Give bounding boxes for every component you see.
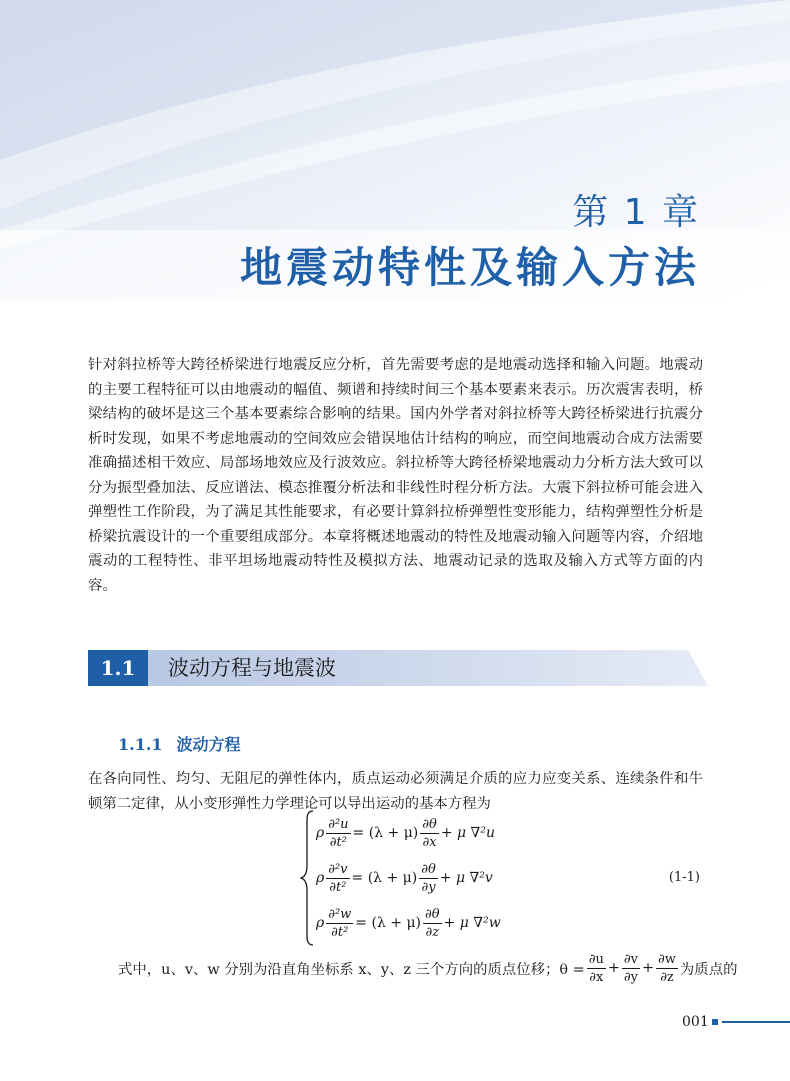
chapter-title: 地震动特性及输入方法: [239, 243, 700, 292]
variable-definition-line: 式中，u、v、w 分别为沿直角坐标系 x、y、z 三个方向的质点位移；θ = $\frac{\partial u}{\partial x}$ + $\frac{\partial v}{\partial y}$ + $\frac{\partial w}{\partial z}$ 为质点的: [118, 951, 738, 985]
chapter-number: 第 1 章: [572, 192, 700, 233]
equation-line-w: ρ $\frac{\text{∂²w}}{\text{∂t²}}$ = (λ + μ) $\frac{\partial\theta}{\partial z}$ + μ ∇²w: [316, 906, 501, 940]
section-number: 1.1: [100, 656, 136, 680]
page-number: 001: [682, 1014, 709, 1030]
equation-number: (1-1): [668, 870, 700, 885]
equation-line-u: ρ $\frac{\text{∂²u}}{\text{∂t²}}$ = (λ + μ) $\frac{\partial\theta}{\partial x}$ + μ ∇²u: [316, 816, 495, 850]
equation-1-1: [300, 808, 710, 948]
subsection-title: 波动方程: [176, 735, 241, 754]
equation-line-v: ρ $\frac{\text{∂²v}}{\text{∂t²}}$ = (λ + μ) $\frac{\partial\theta}{\partial y}$ + μ ∇²v: [316, 861, 493, 895]
footer-rule: [712, 1018, 790, 1026]
section-heading-bar: [88, 650, 708, 686]
section-title: 波动方程与地震波: [168, 656, 336, 680]
subsection-number: 1.1.1: [118, 735, 163, 754]
left-brace: [300, 808, 316, 948]
body-paragraph: 在各向同性、均匀、无阻尼的弹性体内，质点运动必须满足介质的应力应变关系、连续条件和牛顿第二定律，从小变形弹性力学理论可以导出运动的基本方程为: [88, 771, 703, 812]
intro-paragraph: 针对斜拉桥等大跨径桥梁进行地震反应分析，首先需要考虑的是地震动选择和输入问题。地震动的主要工程特征可以由地震动的幅值、频谱和持续时间三个基本要素来表示。历次震害表明，桥梁结构的破坏是这三个基本要素综合影响的结果。国内外学者对斜拉桥等大跨径桥梁进行抗震分析时发现，如果不考虑地震动的空间效应会错误地估计结构的响应，而空间地震动合成方法需要准确描述相干效应、局部场地效应及行波效应。斜拉桥等大跨径桥梁地震动力分析方法大致可以分为振型叠加法、反应谱法、模态推覆分析法和非线性时程分析方法。大震下斜拉桥可能会进入弹塑性工作阶段，为了满足其性能要求，有必要计算斜拉桥弹塑性变形能力，结构弹塑性分析是桥梁抗震设计的一个重要组成部分。本章将概述地震动的特性及地震动输入问题等内容，介绍地震动的工程特性、非平坦场地震动特性及模拟方法、地震动记录的选取及输入方式等方面的内容。: [88, 357, 703, 594]
subsection-heading: [118, 732, 241, 758]
